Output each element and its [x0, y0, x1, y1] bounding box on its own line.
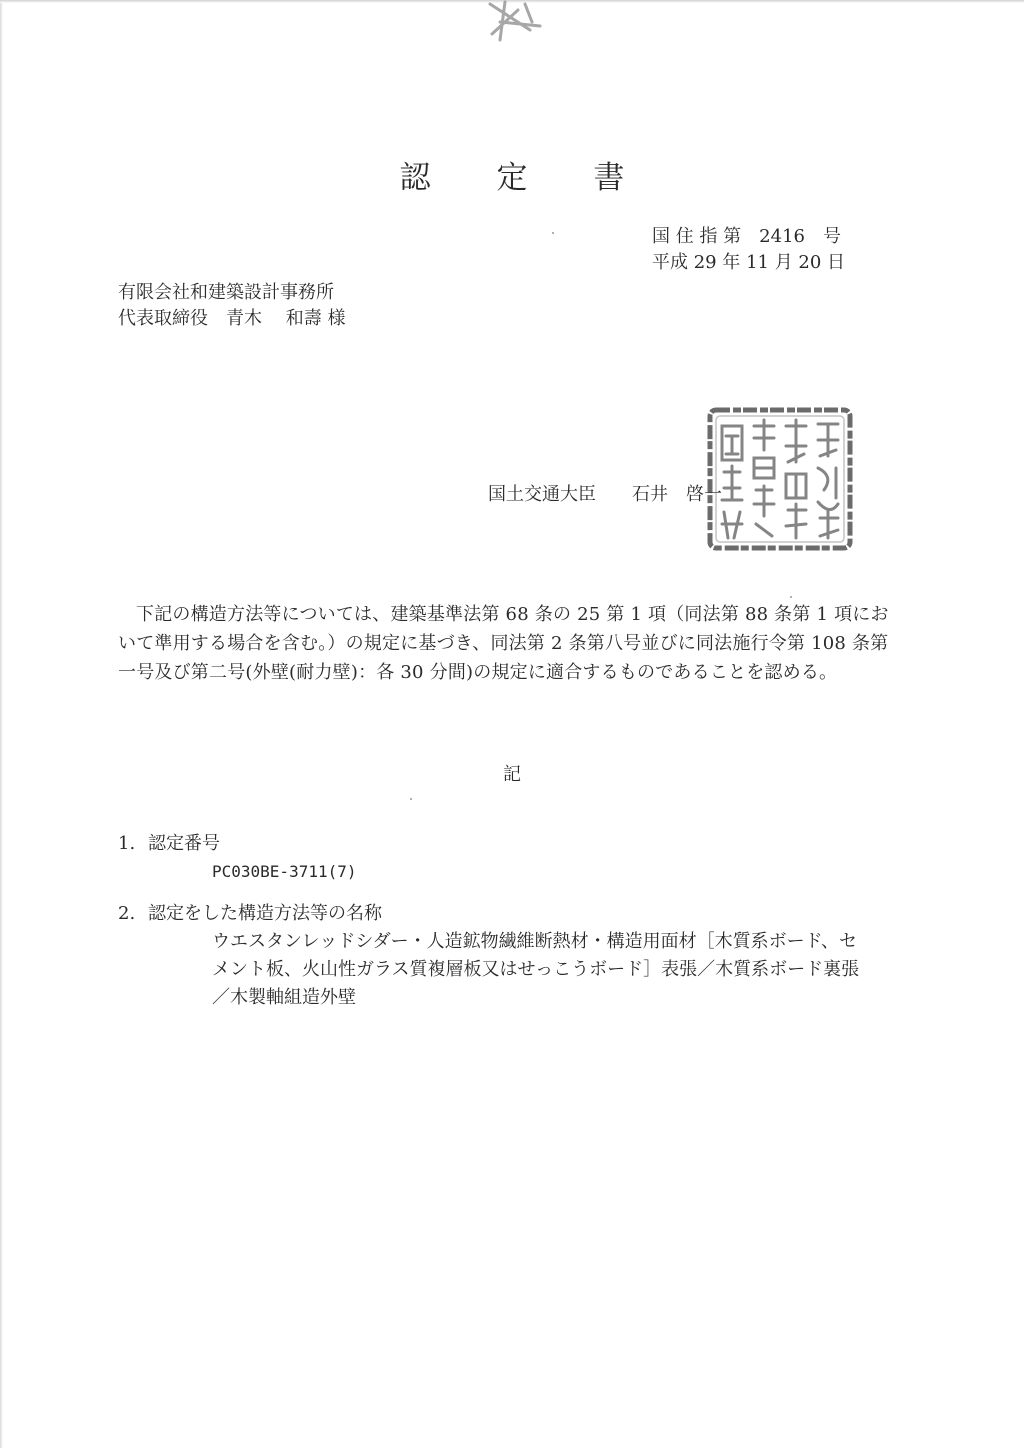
addressee-block [118, 280, 345, 332]
item-label-method-name: 認定をした構造方法等の名称 [148, 903, 382, 924]
ki-heading: 記 [503, 764, 521, 785]
certification-body-text: 下記の構造方法等については、建築基準法第 68 条の 25 第 1 項（同法第 88 条第 1 項において準用する場合を含む。）の規定に基づき、同法第 2 条第八号並びに同法施行令第 108 条第一号及び第二号(外壁(耐力壁)：各 30 分間)の規定に適合するものであることを認める。 [118, 604, 889, 683]
addressee-representative: 代表取締役 青木 和壽 様 [118, 308, 346, 329]
binder-hole-mark-icon [470, 0, 560, 50]
reference-number: 国 住 指 第 2416 号 [652, 226, 841, 247]
paper-speck [552, 232, 554, 234]
document-title: 認 定 書 [399, 160, 653, 196]
paper-speck [790, 596, 792, 598]
page-edge [0, 0, 3, 1448]
addressee-company: 有限会社和建築設計事務所 [118, 282, 334, 303]
item-number: 1. [118, 833, 136, 854]
item-label-certification-number: 認定番号 [148, 833, 220, 854]
issuer-name: 国土交通大臣 石井 啓一 [488, 484, 722, 505]
method-name-value: ウエスタンレッドシダー・人造鉱物繊維断熱材・構造用面材［木質系ボード、セメント板、火山性ガラス質複層板又はせっこうボード］表張／木質系ボード裏張／木製軸組造外壁 [212, 931, 860, 1008]
paper-speck [410, 798, 412, 800]
certification-number-value: PC030BE-3711(7) [212, 862, 357, 881]
reference-block [652, 224, 845, 276]
official-seal-icon [706, 406, 854, 552]
item-number: 2. [118, 903, 136, 924]
issue-date: 平成 29 年 11 月 20 日 [652, 252, 846, 273]
